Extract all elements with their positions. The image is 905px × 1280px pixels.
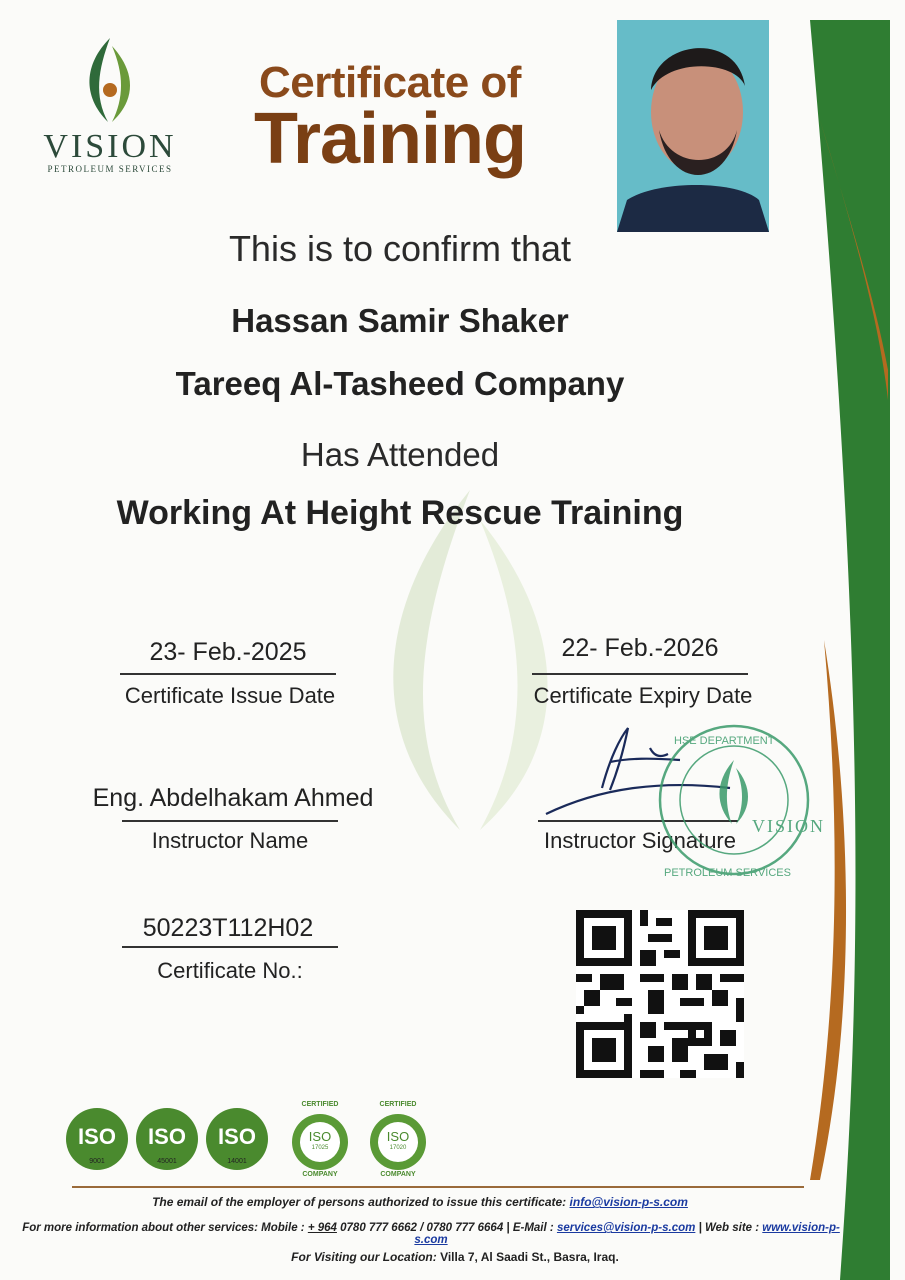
certified-badge-17025-top: CERTIFIED [301,1101,339,1108]
footer-phone-numbers: 0780 777 6662 / 0780 777 6664 [340,1222,504,1234]
trainee-company: Tareeq Al-Tasheed Company [175,365,625,402]
footer-line-3 [20,1250,890,1264]
iso-badge-45001-code: 45001 [157,1158,177,1165]
iso-badge-9001 [66,1108,128,1170]
certified-badge-17025-iso: ISO [308,1129,332,1144]
footer-web-label: | Web site : [698,1222,760,1234]
expiry-date-line [532,673,748,675]
certificate-number-value: 50223T112H02 [142,914,314,942]
title-line2: Training [253,99,527,179]
footer-email-intro: The email of the employer of persons authorized to issue this certificate: [152,1195,567,1209]
qr-code[interactable] [576,910,744,1078]
certificate-number-line [122,946,338,948]
stamp-top-text: HSE DEPARTMENT [674,735,775,747]
certified-badge-17025-num: 17025 [311,1145,329,1151]
decorative-side-stripes [780,0,905,1280]
vision-leaf-icon [78,34,142,126]
issue-date-value: 23- Feb.-2025 [149,638,307,666]
footer-phone-code[interactable]: + 964 [307,1222,337,1234]
footer-services-intro: For more information about other services: Mobile : [22,1222,305,1234]
footer-website-link[interactable]: www.vision-p-s.com [414,1222,840,1246]
footer-info-email-link[interactable]: info@vision-p-s.com [569,1195,688,1209]
hse-department-stamp [654,712,825,888]
certified-badge-17025 [292,1101,348,1178]
iso-badge-14001-code: 14001 [227,1158,247,1165]
logo-wordmark: VISION [43,128,177,165]
instructor-name-value: Eng. Abdelhakam Ahmed [92,784,374,812]
expiry-date-label: Certificate Expiry Date [533,683,753,708]
trainee-photo [617,20,769,232]
footer-line-2 [6,1222,856,1246]
iso-badge-9001-code: 9001 [89,1158,105,1165]
certified-badge-17020 [370,1101,426,1178]
attended-text: Has Attended [300,436,500,473]
footer-location-value: Villa 7, Al Saadi St., Basra, Iraq. [440,1250,619,1264]
certified-badge-17025-bottom: COMPANY [302,1171,338,1178]
certified-badge-17020-iso: ISO [386,1129,410,1144]
stamp-bottom-text: PETROLEUM SERVICES [664,867,791,879]
issue-date-line [120,673,336,675]
footer-divider [72,1186,804,1188]
vision-logo [30,30,190,180]
iso-badge-45001 [136,1108,198,1170]
issue-date-label: Certificate Issue Date [124,683,336,708]
instructor-name-label: Instructor Name [151,828,309,853]
stamp-middle-text: VISION [752,816,825,836]
instructor-name-line [122,820,338,822]
iso-badge-14001-text: ISO [218,1124,256,1149]
expiry-date-value: 22- Feb.-2026 [561,634,719,662]
footer-location-label: For Visiting our Location: [291,1250,437,1264]
footer-line-1 [20,1195,820,1209]
certificate-number-label: Certificate No.: [157,958,303,983]
instructor-signature-label: Instructor Signature [544,828,736,853]
logo-subtitle: PETROLEUM SERVICES [47,164,173,174]
iso-badge-45001-text: ISO [148,1124,186,1149]
title-line1: Certificate of [259,58,521,107]
person-silhouette-icon [617,20,769,232]
footer-email-label: | E-Mail : [506,1222,554,1234]
iso-badge-9001-text: ISO [78,1124,116,1149]
certified-badge-17020-bottom: COMPANY [380,1171,416,1178]
iso-badge-14001 [206,1108,268,1170]
footer-services-email-link[interactable]: services@vision-p-s.com [556,1222,696,1234]
course-title: Working At Height Rescue Training [116,494,684,532]
confirm-text: This is to confirm that [228,228,572,269]
trainee-name: Hassan Samir Shaker [231,302,569,339]
certified-badge-17020-top: CERTIFIED [379,1101,417,1108]
certified-badge-17020-num: 17020 [389,1145,407,1151]
